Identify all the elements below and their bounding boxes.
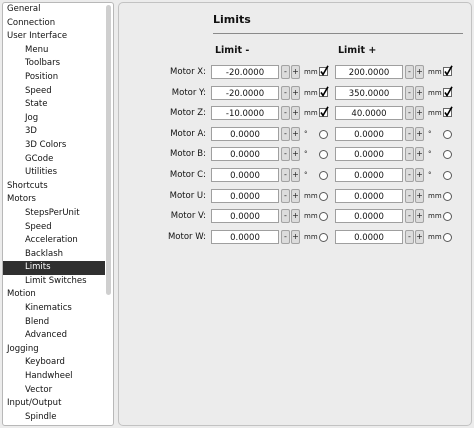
sidebar-item-kinematics[interactable]: Kinematics — [25, 303, 72, 314]
motor-v-min-input[interactable]: 0.0000 — [211, 209, 279, 223]
sidebar-item-user-interface[interactable]: User Interface — [7, 31, 68, 42]
motor-a-max-input[interactable]: 0.0000 — [335, 127, 403, 141]
motor-u-max-input[interactable]: 0.0000 — [335, 189, 403, 203]
motor-w-min-decrement-button[interactable]: - — [281, 230, 290, 244]
motor-x-max-unit: mm — [428, 68, 442, 76]
motor-u-max-unit: mm — [428, 191, 442, 200]
motor-u-max-decrement-button[interactable]: - — [405, 189, 414, 203]
motor-x-min-unit: mm — [304, 68, 318, 76]
motor-y-min-increment-button[interactable]: + — [291, 86, 300, 100]
motor-x-min-increment-button[interactable]: + — [291, 65, 300, 79]
sidebar-item-motors[interactable]: Motors — [7, 194, 36, 205]
motor-c-max-unit: ° — [428, 171, 432, 179]
motor-w-max-decrement-button[interactable]: - — [405, 230, 414, 244]
sidebar-item-shortcuts[interactable]: Shortcuts — [7, 180, 48, 191]
motor-y-min-enable-checkbox[interactable] — [319, 86, 329, 98]
motor-c-min-enable-radio[interactable] — [319, 171, 328, 180]
motor-w-min-input[interactable]: 0.0000 — [211, 230, 279, 244]
motor-v-label: Motor V: — [170, 211, 206, 222]
motor-b-max-increment-button[interactable]: + — [415, 147, 424, 161]
motor-x-min-enable-checkbox[interactable] — [319, 65, 329, 77]
motor-z-row — [119, 106, 473, 122]
motor-c-max-decrement-button[interactable]: - — [405, 168, 414, 182]
limit-minus-header: Limit - — [215, 45, 250, 56]
motor-u-row — [119, 189, 473, 205]
sidebar-item-limit-switches[interactable]: Limit Switches — [25, 275, 87, 286]
motor-v-max-unit: mm — [428, 212, 442, 221]
motor-a-min-decrement-button[interactable]: - — [281, 127, 290, 141]
motor-b-row — [119, 147, 473, 163]
motor-a-max-unit: ° — [428, 129, 432, 138]
motor-a-label: Motor A: — [170, 128, 206, 139]
motor-w-label: Motor W: — [167, 231, 206, 242]
motor-w-max-enable-radio[interactable] — [443, 233, 452, 242]
sidebar-item-vector[interactable]: Vector — [25, 384, 53, 395]
sidebar-item-limits[interactable]: Limits — [3, 261, 105, 275]
motor-u-min-decrement-button[interactable]: - — [281, 189, 290, 203]
motor-u-label: Motor U: — [169, 190, 206, 201]
motor-x-min-decrement-button[interactable]: - — [281, 65, 290, 79]
motor-a-max-increment-button[interactable]: + — [415, 127, 424, 141]
motor-y-max-increment-button[interactable]: + — [415, 86, 424, 100]
motor-b-min-decrement-button[interactable]: - — [281, 147, 290, 161]
motor-y-max-enable-checkbox[interactable] — [443, 86, 453, 98]
motor-v-min-enable-radio[interactable] — [319, 212, 328, 221]
motor-b-label: Motor B: — [170, 149, 206, 160]
sidebar-item-connection[interactable]: Connection — [7, 17, 56, 28]
motor-w-row — [119, 230, 473, 246]
title-divider — [213, 33, 463, 34]
sidebar-item-toolbars[interactable]: Toolbars — [25, 58, 61, 69]
motor-u-min-input[interactable]: 0.0000 — [211, 189, 279, 203]
motor-w-max-increment-button[interactable]: + — [415, 230, 424, 244]
motor-c-min-decrement-button[interactable]: - — [281, 168, 290, 182]
motor-y-max-input[interactable]: 350.0000 — [335, 86, 403, 100]
motor-y-label: Motor Y: — [171, 87, 206, 98]
motor-v-min-increment-button[interactable]: + — [291, 209, 300, 223]
motor-x-max-decrement-button[interactable]: - — [405, 65, 414, 79]
sidebar-scrollbar[interactable] — [106, 5, 111, 295]
motor-v-max-increment-button[interactable]: + — [415, 209, 424, 223]
motor-a-min-increment-button[interactable]: + — [291, 127, 300, 141]
sidebar-item-blend[interactable]: Blend — [25, 316, 50, 327]
motor-a-max-enable-radio[interactable] — [443, 130, 452, 139]
motor-a-min-enable-radio[interactable] — [319, 130, 328, 139]
settings-tree — [3, 3, 105, 424]
motor-b-min-unit: ° — [304, 150, 308, 159]
motor-z-min-unit: mm — [304, 109, 318, 118]
motor-b-min-enable-radio[interactable] — [319, 150, 328, 159]
motor-c-min-increment-button[interactable]: + — [291, 168, 300, 182]
sidebar-item-general[interactable]: General — [7, 4, 41, 14]
motor-c-max-increment-button[interactable]: + — [415, 168, 424, 182]
motor-x-label: Motor X: — [170, 67, 206, 77]
motor-z-min-input[interactable]: -10.0000 — [211, 106, 279, 120]
sidebar-item-3d-colors[interactable]: 3D Colors — [25, 139, 67, 150]
motor-z-label: Motor Z: — [170, 108, 206, 119]
motor-v-min-decrement-button[interactable]: - — [281, 209, 290, 223]
motor-w-min-unit: mm — [304, 232, 318, 241]
sidebar-item-jog[interactable]: Jog — [25, 112, 39, 123]
sidebar-item-menu[interactable]: Menu — [25, 44, 49, 55]
sidebar-item-stepsperunit[interactable]: StepsPerUnit — [25, 207, 80, 218]
sidebar-item-acceleration[interactable]: Acceleration — [25, 235, 78, 246]
motor-c-min-unit: ° — [304, 171, 308, 179]
sidebar-item-motion[interactable]: Motion — [7, 289, 36, 300]
settings-sidebar — [2, 2, 114, 426]
motor-w-max-input[interactable]: 0.0000 — [335, 230, 403, 244]
motor-x-max-enable-checkbox[interactable] — [443, 65, 453, 77]
motor-y-max-unit: mm — [428, 88, 442, 97]
motor-w-max-unit: mm — [428, 232, 442, 241]
motor-b-max-unit: ° — [428, 150, 432, 159]
motor-a-row — [119, 127, 473, 143]
motor-z-max-increment-button[interactable]: + — [415, 106, 424, 120]
motor-v-max-enable-radio[interactable] — [443, 212, 452, 221]
sidebar-item-3d[interactable]: 3D — [25, 126, 37, 137]
motor-c-min-input[interactable]: 0.0000 — [211, 168, 279, 182]
sidebar-item-utilities[interactable]: Utilities — [25, 167, 57, 178]
page-title: Limits — [213, 13, 251, 26]
motor-w-min-enable-radio[interactable] — [319, 233, 328, 242]
motor-c-max-input[interactable]: 0.0000 — [335, 168, 403, 182]
motor-v-min-unit: mm — [304, 212, 318, 221]
motor-y-max-decrement-button[interactable]: - — [405, 86, 414, 100]
motor-u-min-unit: mm — [304, 191, 318, 200]
sidebar-item-speed[interactable]: Speed — [25, 85, 52, 96]
motor-w-min-increment-button[interactable]: + — [291, 230, 300, 244]
motor-b-min-input[interactable]: 0.0000 — [211, 147, 279, 161]
sidebar-item-speed[interactable]: Speed — [25, 221, 52, 232]
sidebar-item-spindle[interactable]: Spindle — [25, 411, 57, 422]
motor-y-min-input[interactable]: -20.0000 — [211, 86, 279, 100]
sidebar-item-backlash[interactable]: Backlash — [25, 248, 64, 259]
motor-x-min-input[interactable]: -20.0000 — [211, 65, 279, 79]
sidebar-item-gcode[interactable]: GCode — [25, 153, 54, 164]
motor-a-min-input[interactable]: 0.0000 — [211, 127, 279, 141]
motor-a-min-unit: ° — [304, 129, 308, 138]
motor-b-max-decrement-button[interactable]: - — [405, 147, 414, 161]
sidebar-item-position[interactable]: Position — [25, 71, 59, 82]
motor-z-min-decrement-button[interactable]: - — [281, 106, 290, 120]
limits-panel — [118, 2, 472, 426]
motor-a-max-decrement-button[interactable]: - — [405, 127, 414, 141]
motor-v-row — [119, 209, 473, 225]
motor-x-max-increment-button[interactable]: + — [415, 65, 424, 79]
motor-z-max-unit: mm — [428, 109, 442, 118]
limit-plus-header: Limit + — [338, 45, 377, 56]
motor-b-min-increment-button[interactable]: + — [291, 147, 300, 161]
sidebar-item-keyboard[interactable]: Keyboard — [25, 357, 65, 368]
motor-v-max-decrement-button[interactable]: - — [405, 209, 414, 223]
motor-u-min-enable-radio[interactable] — [319, 192, 328, 201]
motor-v-max-input[interactable]: 0.0000 — [335, 209, 403, 223]
motor-c-label: Motor C: — [169, 170, 206, 180]
motor-c-row — [119, 168, 473, 184]
motor-u-max-enable-radio[interactable] — [443, 192, 452, 201]
motor-u-min-increment-button[interactable]: + — [291, 189, 300, 203]
motor-b-max-enable-radio[interactable] — [443, 150, 452, 159]
motor-z-max-input[interactable]: 40.0000 — [335, 106, 403, 120]
motor-x-row — [119, 65, 473, 81]
motor-z-max-enable-checkbox[interactable] — [443, 106, 453, 118]
motor-y-row — [119, 86, 473, 102]
motor-z-min-increment-button[interactable]: + — [291, 106, 300, 120]
motor-z-min-enable-checkbox[interactable] — [319, 106, 329, 118]
motor-y-min-unit: mm — [304, 88, 318, 97]
motor-x-max-input[interactable]: 200.0000 — [335, 65, 403, 79]
motor-z-max-decrement-button[interactable]: - — [405, 106, 414, 120]
sidebar-item-state[interactable]: State — [25, 99, 48, 110]
sidebar-item-handwheel[interactable]: Handwheel — [25, 371, 73, 382]
sidebar-item-advanced[interactable]: Advanced — [25, 330, 67, 341]
motor-b-max-input[interactable]: 0.0000 — [335, 147, 403, 161]
sidebar-item-input-output[interactable]: Input/Output — [7, 398, 62, 409]
motor-y-min-decrement-button[interactable]: - — [281, 86, 290, 100]
motor-u-max-increment-button[interactable]: + — [415, 189, 424, 203]
sidebar-item-jogging[interactable]: Jogging — [7, 343, 39, 354]
motor-c-max-enable-radio[interactable] — [443, 171, 452, 180]
